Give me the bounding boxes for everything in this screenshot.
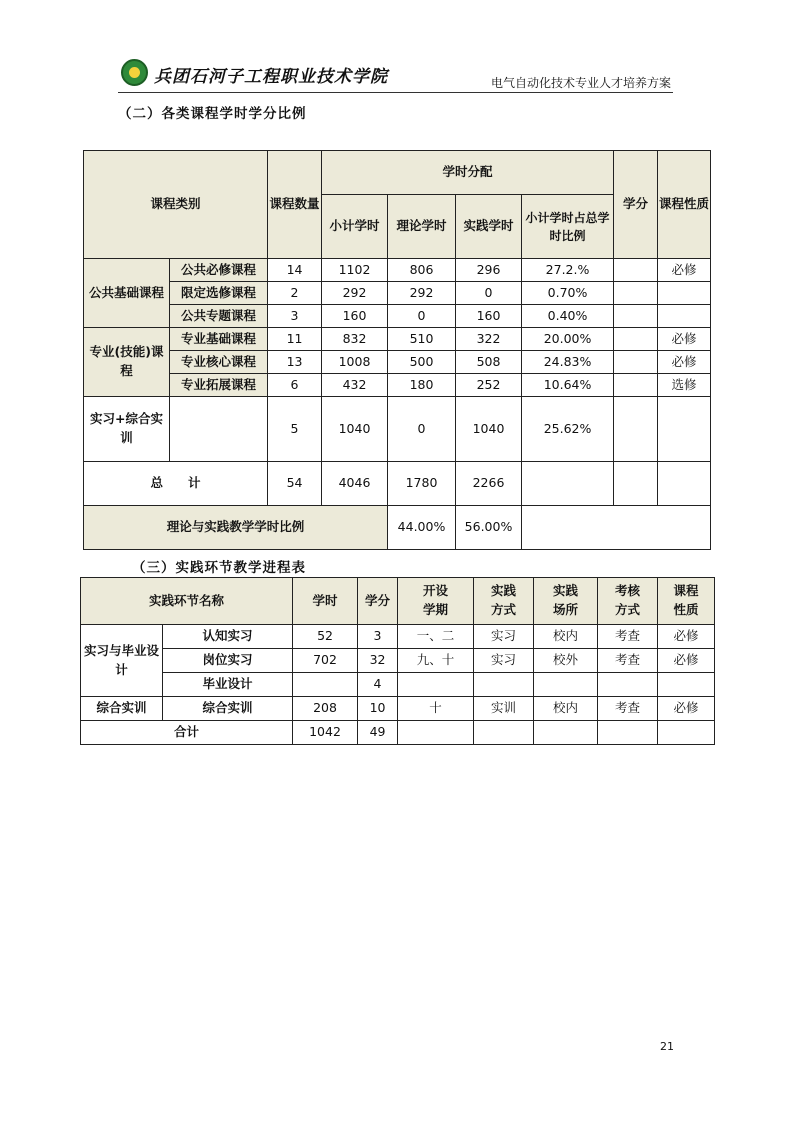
cell-nature: 必修 [658, 649, 715, 673]
ratio-label: 理论与实践教学学时比例 [84, 506, 388, 550]
cell-name: 认知实习 [163, 625, 293, 649]
table-row [81, 649, 715, 673]
table-row [84, 351, 711, 374]
cell-theory: 0 [388, 305, 456, 328]
cell-ratio: 0.70% [522, 282, 614, 305]
cell-place [534, 673, 598, 697]
cell-practice: 508 [456, 351, 522, 374]
cell-theory: 292 [388, 282, 456, 305]
cell-credits: 3 [358, 625, 398, 649]
cell-nature: 必修 [658, 259, 711, 282]
total-hours: 1042 [293, 721, 358, 745]
total-label: 合计 [81, 721, 293, 745]
empty-cell [474, 721, 534, 745]
cell-mode: 实习 [474, 649, 534, 673]
empty-cell [534, 721, 598, 745]
cell-credits [614, 397, 658, 462]
sub-category: 专业拓展课程 [170, 374, 268, 397]
group-name: 综合实训 [81, 697, 163, 721]
cell-nature [658, 673, 715, 697]
empty-cell [658, 721, 715, 745]
cell-name: 岗位实习 [163, 649, 293, 673]
cell-theory: 500 [388, 351, 456, 374]
cell-term: 一、二 [398, 625, 474, 649]
header-nature: 课程性质 [658, 151, 711, 259]
cell-theory: 510 [388, 328, 456, 351]
cell-nature: 必修 [658, 351, 711, 374]
table-row [81, 673, 715, 697]
ratio-empty [522, 506, 711, 550]
header-subtotal: 小计学时 [322, 195, 388, 259]
cell-hours: 702 [293, 649, 358, 673]
cell-place: 校内 [534, 697, 598, 721]
cell-subtotal: 1008 [322, 351, 388, 374]
header-hours: 学时 [293, 578, 358, 625]
sub-category: 公共专题课程 [170, 305, 268, 328]
cell-credits [614, 259, 658, 282]
header-place: 实践场所 [534, 578, 598, 625]
total-count: 54 [268, 462, 322, 506]
cell-subtotal: 432 [322, 374, 388, 397]
cell-practice: 0 [456, 282, 522, 305]
sub-category: 专业基础课程 [170, 328, 268, 351]
cell-mode: 实习 [474, 625, 534, 649]
cell-credits [614, 374, 658, 397]
school-name: 兵团石河子工程职业技术学院 [154, 67, 388, 87]
cell-place: 校内 [534, 625, 598, 649]
document-title: 电气自动化技术专业人才培养方案 [490, 76, 671, 90]
page-number: 21 [660, 1040, 674, 1053]
cell-exam [598, 673, 658, 697]
cell-credits: 32 [358, 649, 398, 673]
ratio-row [84, 506, 711, 550]
empty-cell [398, 721, 474, 745]
total-credits: 49 [358, 721, 398, 745]
total-ratio [522, 462, 614, 506]
cell-exam: 考查 [598, 625, 658, 649]
header-theory: 理论学时 [388, 195, 456, 259]
cell-subtotal: 1040 [322, 397, 388, 462]
cell-nature [658, 397, 711, 462]
table-row [84, 328, 711, 351]
cell-count: 14 [268, 259, 322, 282]
cell-theory: 806 [388, 259, 456, 282]
cell-count: 5 [268, 397, 322, 462]
cell-count: 6 [268, 374, 322, 397]
header-category: 课程类别 [84, 151, 268, 259]
practice-schedule-table [80, 577, 715, 745]
cell-practice: 252 [456, 374, 522, 397]
total-subtotal: 4046 [322, 462, 388, 506]
cell-nature [658, 305, 711, 328]
table-row [84, 282, 711, 305]
internship-name: 实习+综合实训 [84, 397, 170, 462]
cell-mode [474, 673, 534, 697]
ratio-practice: 56.00% [456, 506, 522, 550]
sub-category: 限定选修课程 [170, 282, 268, 305]
header-nature: 课程性质 [658, 578, 715, 625]
table-row [84, 374, 711, 397]
page-header [118, 56, 673, 93]
cell-nature: 必修 [658, 697, 715, 721]
cell-name: 综合实训 [163, 697, 293, 721]
cell-credits [614, 351, 658, 374]
group-name: 公共基础课程 [84, 259, 170, 328]
cell-name: 毕业设计 [163, 673, 293, 697]
table-row [84, 305, 711, 328]
cell-place: 校外 [534, 649, 598, 673]
table-row [81, 625, 715, 649]
cell-count: 2 [268, 282, 322, 305]
cell-subtotal: 292 [322, 282, 388, 305]
cell-ratio: 27.2.% [522, 259, 614, 282]
cell-exam: 考查 [598, 697, 658, 721]
section-3-title: （三）实践环节教学进程表 [132, 560, 306, 576]
cell-ratio: 24.83% [522, 351, 614, 374]
total-theory: 1780 [388, 462, 456, 506]
table-row [84, 397, 711, 462]
header-credits: 学分 [614, 151, 658, 259]
internship-sub [170, 397, 268, 462]
cell-practice: 296 [456, 259, 522, 282]
course-hours-table [83, 150, 711, 550]
cell-theory: 0 [388, 397, 456, 462]
cell-credits: 4 [358, 673, 398, 697]
empty-cell [598, 721, 658, 745]
cell-practice: 322 [456, 328, 522, 351]
cell-subtotal: 1102 [322, 259, 388, 282]
group-name: 实习与毕业设计 [81, 625, 163, 697]
group-name: 专业(技能)课程 [84, 328, 170, 397]
total-row [84, 462, 711, 506]
header-ratio: 小计学时占总学时比例 [522, 195, 614, 259]
total-row [81, 721, 715, 745]
cell-credits [614, 305, 658, 328]
cell-mode: 实训 [474, 697, 534, 721]
header-credits: 学分 [358, 578, 398, 625]
cell-hours [293, 673, 358, 697]
sub-category: 公共必修课程 [170, 259, 268, 282]
cell-hours: 52 [293, 625, 358, 649]
cell-credits: 10 [358, 697, 398, 721]
cell-term: 十 [398, 697, 474, 721]
cell-theory: 180 [388, 374, 456, 397]
cell-ratio: 25.62% [522, 397, 614, 462]
table-row [84, 259, 711, 282]
cell-exam: 考查 [598, 649, 658, 673]
section-2-title: （二）各类课程学时学分比例 [118, 106, 307, 122]
header-count: 课程数量 [268, 151, 322, 259]
school-logo-icon [121, 59, 148, 86]
sub-category: 专业核心课程 [170, 351, 268, 374]
cell-count: 13 [268, 351, 322, 374]
header-hours-distribution: 学时分配 [322, 151, 614, 195]
total-label: 总 计 [84, 462, 268, 506]
cell-term: 九、十 [398, 649, 474, 673]
cell-count: 3 [268, 305, 322, 328]
cell-ratio: 20.00% [522, 328, 614, 351]
header-term: 开设学期 [398, 578, 474, 625]
cell-hours: 208 [293, 697, 358, 721]
cell-credits [614, 328, 658, 351]
total-practice: 2266 [456, 462, 522, 506]
total-nature [658, 462, 711, 506]
cell-subtotal: 832 [322, 328, 388, 351]
cell-nature: 必修 [658, 625, 715, 649]
cell-count: 11 [268, 328, 322, 351]
cell-nature [658, 282, 711, 305]
header-exam: 考核方式 [598, 578, 658, 625]
header-practice: 实践学时 [456, 195, 522, 259]
total-credits [614, 462, 658, 506]
cell-credits [614, 282, 658, 305]
header-mode: 实践方式 [474, 578, 534, 625]
cell-practice: 160 [456, 305, 522, 328]
cell-ratio: 0.40% [522, 305, 614, 328]
header-name: 实践环节名称 [81, 578, 293, 625]
cell-nature: 必修 [658, 328, 711, 351]
ratio-theory: 44.00% [388, 506, 456, 550]
cell-nature: 选修 [658, 374, 711, 397]
cell-practice: 1040 [456, 397, 522, 462]
table-row [81, 697, 715, 721]
cell-ratio: 10.64% [522, 374, 614, 397]
cell-subtotal: 160 [322, 305, 388, 328]
cell-term [398, 673, 474, 697]
